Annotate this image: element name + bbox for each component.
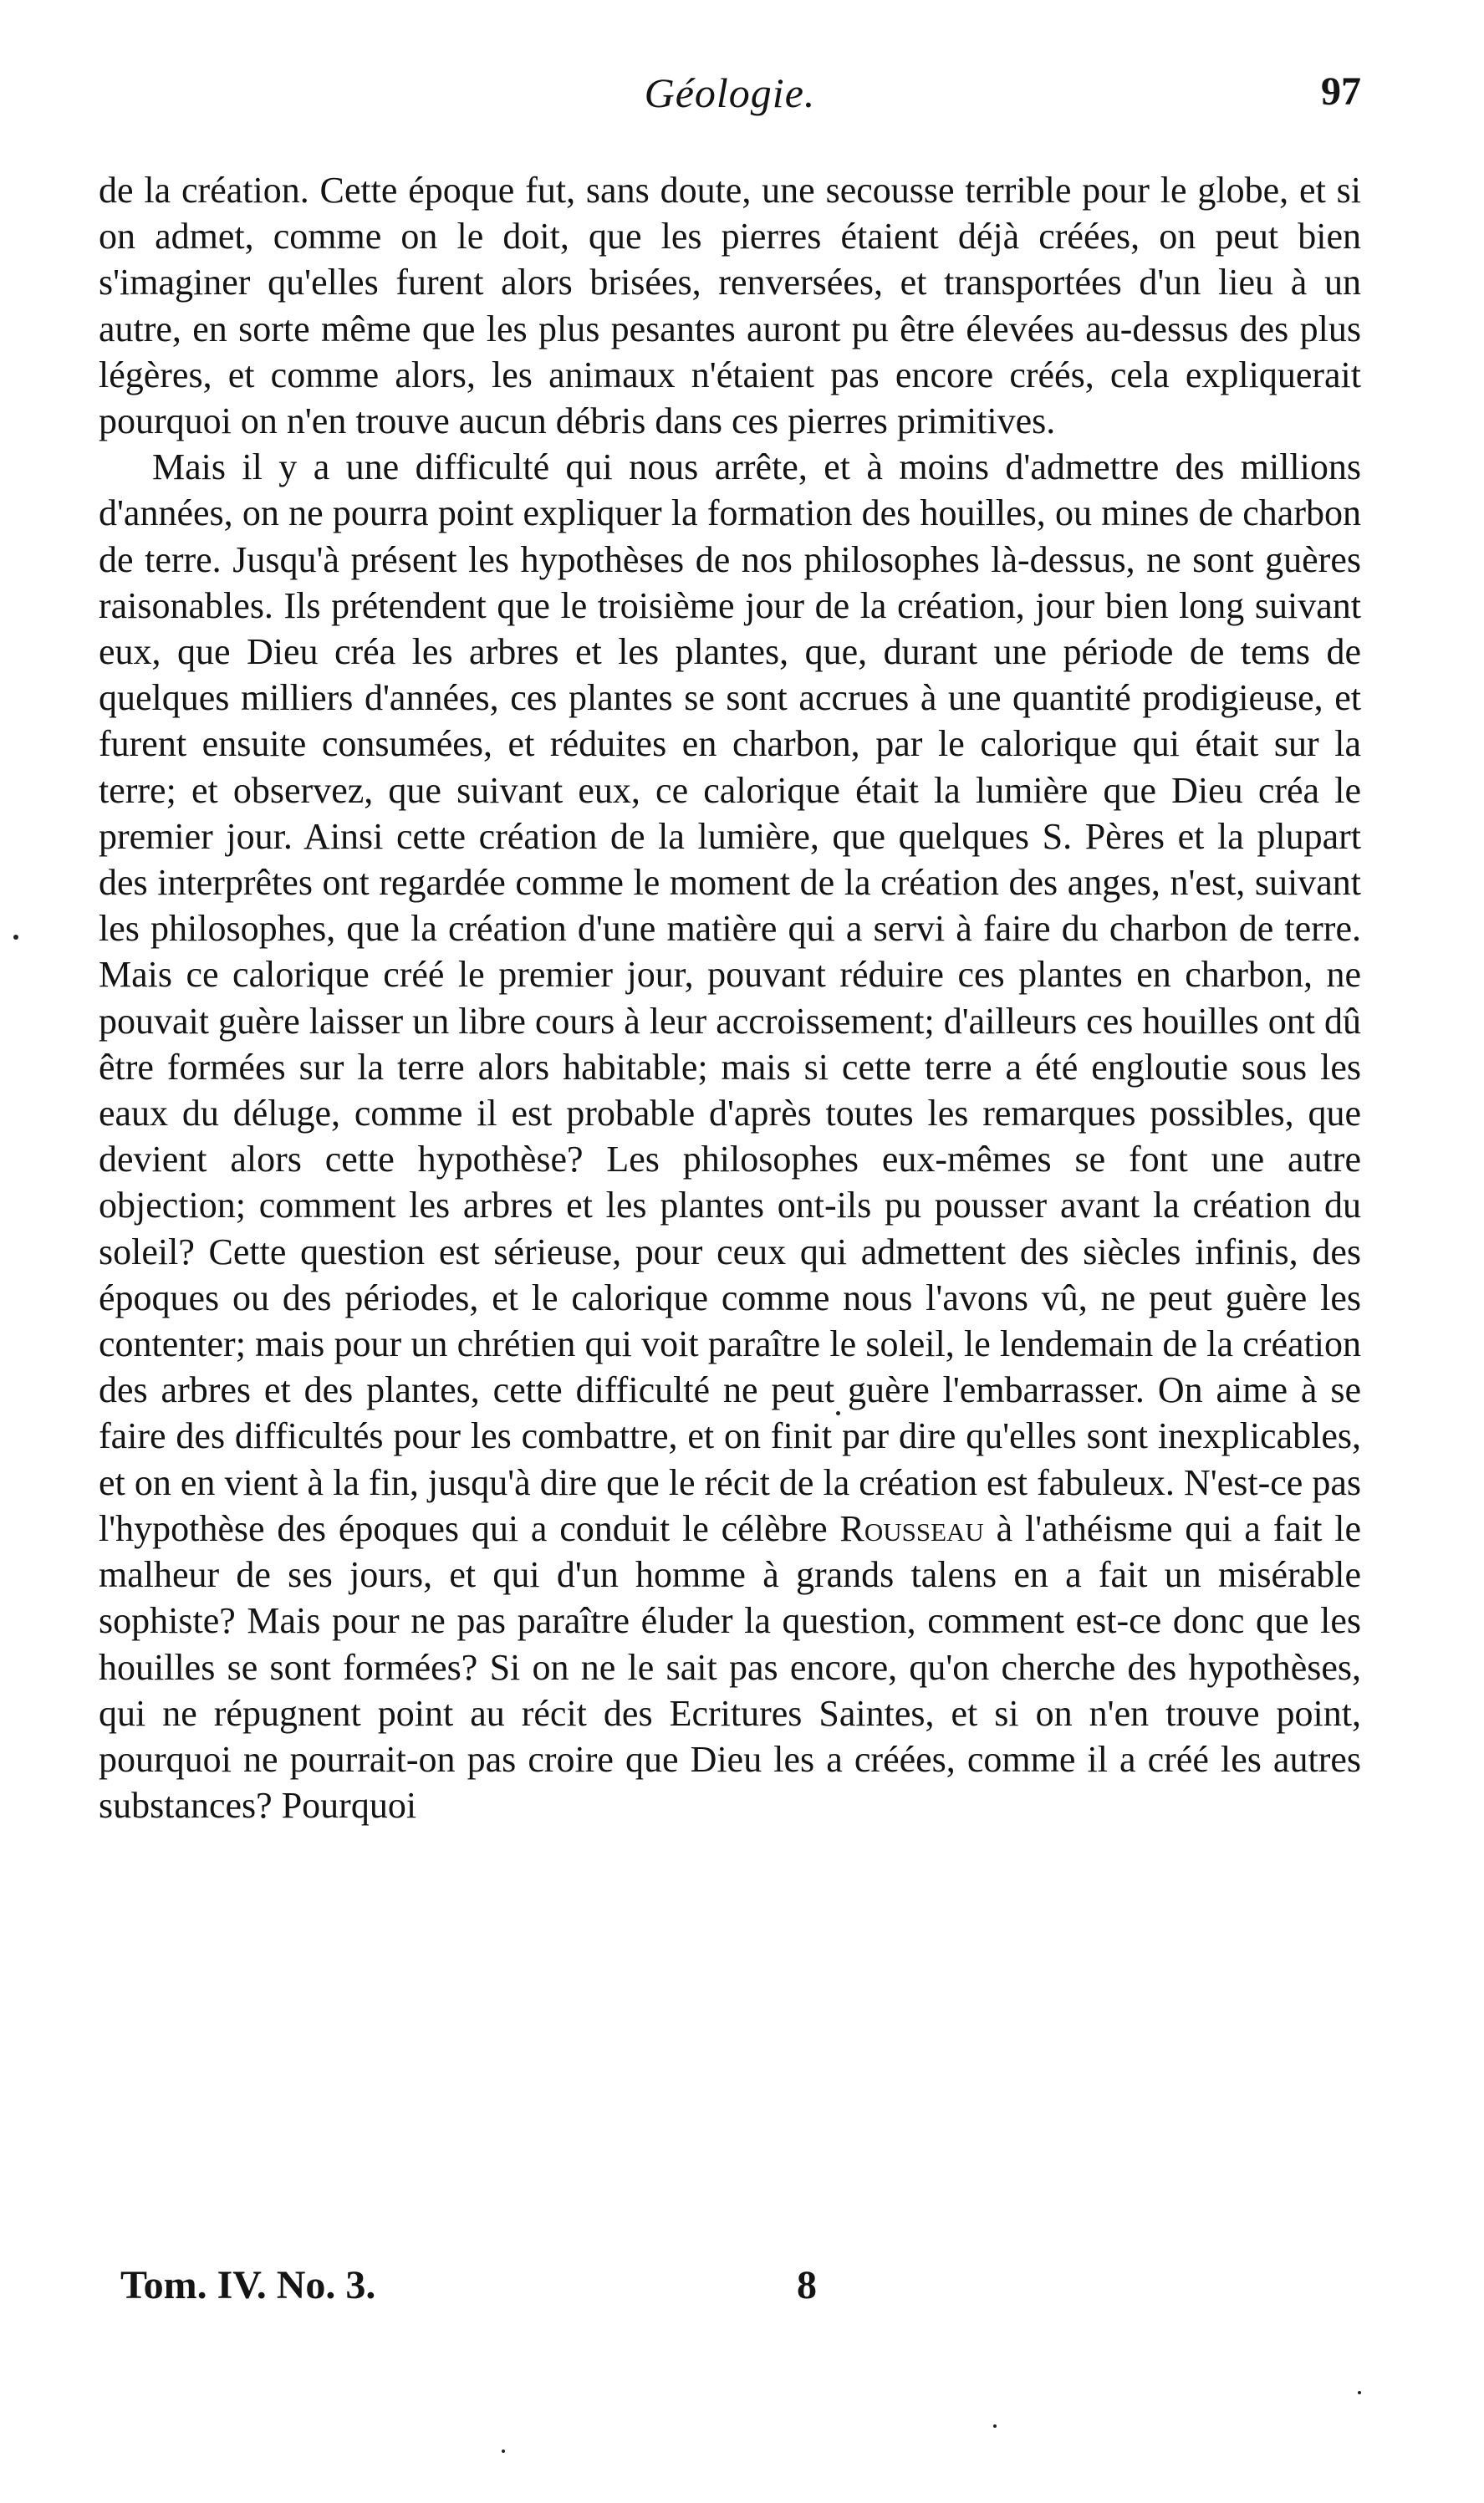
print-speck [502, 2449, 505, 2453]
paragraph-2-text: Mais il y a une difficulté qui nous arrête, et à moins d'admettre des millions d'années, on ne pourra point expliquer la formation des houilles, ou mines de charbon de terre. Jusqu'à présent les hypothèses de nos philosophes là-dessus, ne sont guères raisonables. Ils prétendent que le troisième jour de la création, jour bien long suivant eux, que Dieu créa les arbres et les plantes, que, durant une période de tems de quelques milliers d'années, ces plantes se sont accrues à une quantité prodigieuse, et furent ensuite consumées, et réduites en charbon, par le calorique qui était sur la terre; et observez, que suivant eux, ce calorique était la lumière que Dieu créa le premier jour. Ainsi cette création de la lumière, que quelques S. Pères et la plupart des interprêtes ont regardée comme le moment de la création des anges, n'est, suivant les philosophes, que la création d'une matière qui a servi à faire du charbon de terre. Mais ce calorique créé le premier jour, pouvant réduire ces plantes en charbon, ne pouvait guère laisser un libre cours à leur accroissement; d'ailleurs ces houilles ont dû être formées sur la terre alors habitable; mais si cette terre a été engloutie sous les eaux du déluge, comme il est probable d'après toutes les remarques possibles, que devient alors cette hypothèse? Les philosophes eux-mêmes se font une autre objection; comment les arbres et les plantes ont-ils pu pousser avant la création du soleil? Cette question est sérieuse, pour ceux qui admettent des siècles infinis, des époques ou des périodes, et le calorique comme nous l'avons vû, ne peut guère les contenter; mais pour un chrétien qui voit paraître le soleil, le lendemain de la création des arbres et des plantes, cette difficulté ne peut guère l'embarrasser. On aime à se faire des difficultés pour les combattre, et on finit par dire qu'elles sont inexplicables, et on en vient à la fin, jusqu'à dire que le récit de la création est fabuleux. N'est-ce pas l'hypothèse des époques qui a conduit le célèbre [99, 446, 1361, 1549]
paragraph-2 [99, 444, 1361, 1828]
body-text [99, 167, 1361, 1828]
print-speck [993, 2424, 997, 2428]
page-footer [99, 2262, 1361, 2321]
volume-info: Tom. IV. No. 3. [120, 2263, 376, 2307]
page-header [99, 69, 1361, 135]
page-number: 97 [1321, 69, 1361, 114]
running-head: Géologie. [644, 69, 816, 116]
author-name-rousseau: Rousseau [839, 1507, 984, 1549]
print-speck [1358, 2391, 1361, 2394]
print-speck [836, 1411, 840, 1415]
paragraph-1: de la création. Cette époque fut, sans doute, une secousse terrible pour le globe, et si on admet, comme on le doit, que les pierres étaient déjà créées, on peut bien s'imaginer qu'elles furent alors brisées, renversées, et transportées d'un lieu à un autre, en sorte même que les plus pesantes auront pu être élevées au-dessus des plus légères, et comme alors, les animaux n'étaient pas encore créés, cela expliquerait pourquoi on n'en trouve aucun débris dans ces pierres primitives. [99, 170, 1361, 442]
print-speck [13, 935, 18, 940]
signature-mark: 8 [797, 2263, 817, 2307]
paragraph-2-tail: à l'athéisme qui a fait le malheur de ses jours, et qui d'un homme à grands talens en a fait un misérable sophiste? Mais pour ne pas paraître éluder la question, comment est-ce donc que les houilles se sont formées? Si on ne le sait pas encore, qu'on cherche des hypothèses, qui ne répugnent point au récit des Ecritures Saintes, et si on n'en trouve point, pourquoi ne pourrait-on pas croire que Dieu les a créées, comme il a créé les autres substances? Pourquoi [99, 1507, 1361, 1827]
